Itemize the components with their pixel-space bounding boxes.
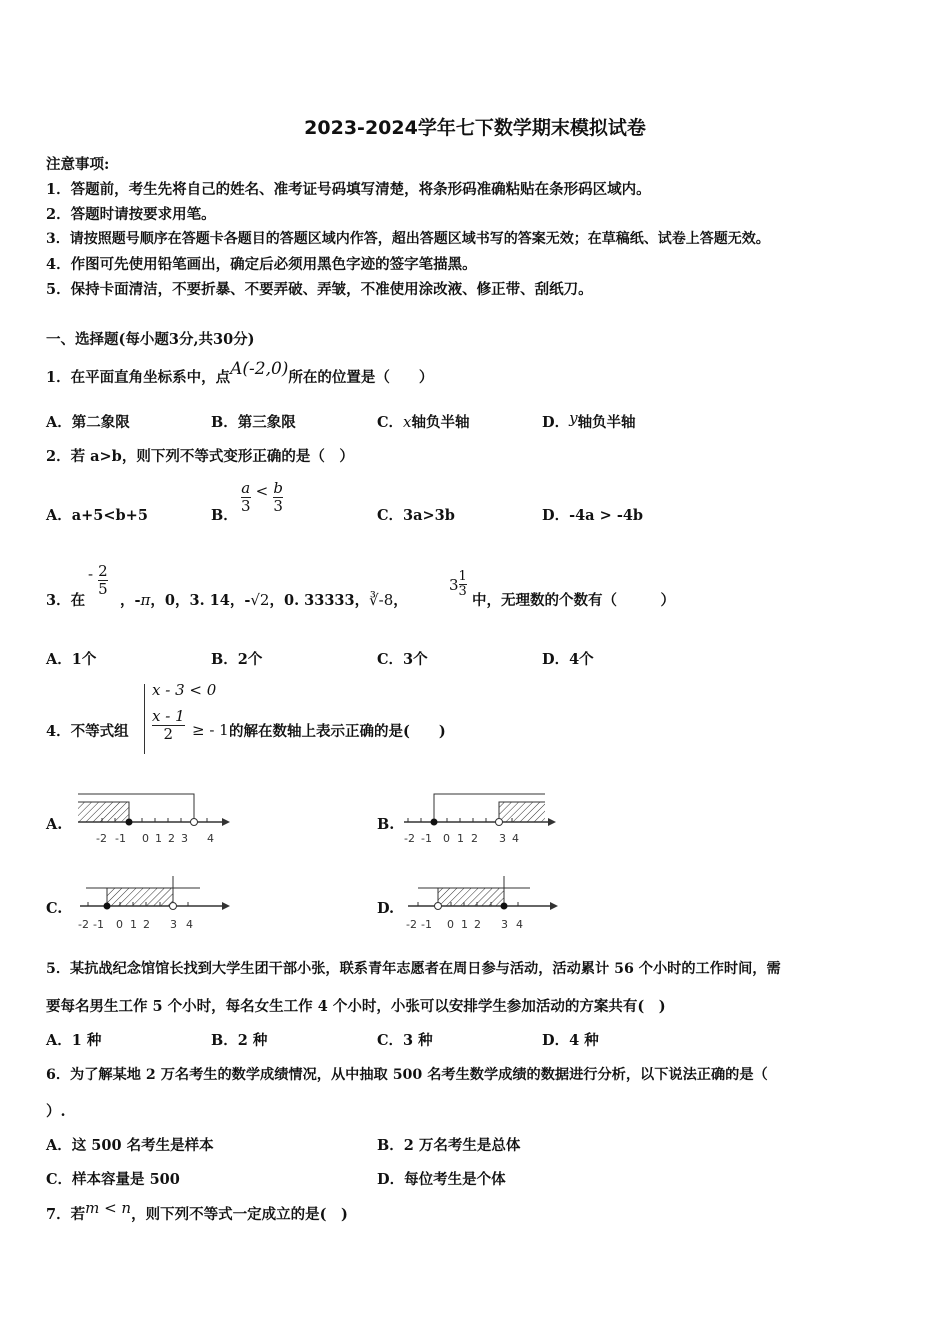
q3-fraction: - $\frac{2}{5}$: [88, 562, 108, 598]
notice-item: 3．请按照题号顺序在答题卡各题目的答题区域内作答，超出答题区域书写的答案无效；在草稿纸、试卷上答题无效。: [46, 231, 770, 247]
tick-label: 4: [512, 832, 519, 845]
tick-label: 1: [457, 832, 464, 845]
q4-option-c: C.: [46, 900, 63, 917]
tick-label: -1: [93, 918, 104, 931]
tick-label: 3: [499, 832, 506, 845]
q3-pre: 3．在: [46, 592, 86, 609]
tick-label: 2: [143, 918, 150, 931]
tick-label: -2: [406, 918, 417, 931]
q3-option-c: C．3个: [377, 651, 428, 668]
tick-label: 4: [207, 832, 214, 845]
q2-option-b-math: $\frac{a}{3}$ < $\frac{b}{3}$: [241, 479, 283, 515]
q3-option-d: D．4个: [542, 651, 594, 668]
q1-point: A(-2,0): [230, 359, 289, 379]
tick-label: 4: [516, 918, 523, 931]
tick-label: 0: [142, 832, 149, 845]
q4-system: x - 3 < 0 x - 1 2 ≥ - 1: [140, 680, 230, 760]
tick-label: 2: [168, 832, 175, 845]
q6-option-a: A．这 500 名考生是样本: [46, 1137, 214, 1154]
q5-option-b: B．2 种: [211, 1032, 268, 1049]
tick-label: 3: [501, 918, 508, 931]
tick-label: 2: [474, 918, 481, 931]
tick-label: -1: [115, 832, 126, 845]
q2-option-d: D．-4a > -4b: [542, 507, 644, 524]
tick-label: 1: [155, 832, 162, 845]
notice-item: 2．答题时请按要求用笔。: [46, 206, 216, 223]
tick-label: 3: [170, 918, 177, 931]
tick-label: -2: [404, 832, 415, 845]
q1-option-d: D．y轴负半轴: [542, 409, 636, 431]
q1-option-c: C．x轴负半轴: [377, 413, 470, 431]
q1-stem: [46, 359, 434, 387]
notice-item: 5．保持卡面清洁，不要折暴、不要弄破、弄皱，不准使用涂改液、修正带、刮纸刀。: [46, 281, 593, 298]
q5-option-a: A．1 种: [46, 1032, 102, 1049]
q3-mixed-number: 3 $\frac{1}{3}$: [449, 569, 467, 600]
q1-post: 所在的位置是（ ）: [288, 369, 434, 386]
q6-stem-line1: 6．为了解某地 2 万名考生的数学成绩情况，从中抽取 500 名考生数学成绩的数据进行分析，以下说法正确的是（: [46, 1067, 768, 1083]
q5-option-d: D．4 种: [542, 1032, 599, 1049]
notice-item: 4．作图可先使用铅笔画出，确定后必须用黑色字迹的签字笔描黑。: [46, 256, 477, 273]
q4-option-d: D.: [377, 900, 395, 917]
number-line-c: [76, 870, 236, 932]
number-line-b: [400, 786, 560, 848]
number-line-d: [404, 870, 564, 932]
section-heading: 一、选择题(每小题3分,共30分): [46, 331, 255, 348]
tick-label: -2: [96, 832, 107, 845]
q1-pre: 1．在平面直角坐标系中，点: [46, 369, 231, 386]
q3-option-a: A．1个: [46, 651, 97, 668]
notice-item: 1．答题前，考生先将自己的姓名、准考证号码填写清楚，将条形码准确粘贴在条形码区域内。: [46, 181, 651, 198]
tick-label: 0: [447, 918, 454, 931]
q2-stem: 2．若 a>b，则下列不等式变形正确的是（ ）: [46, 448, 354, 465]
tick-label: -1: [421, 918, 432, 931]
q4-pre: 4．不等式组: [46, 723, 129, 740]
q6-stem-line2: ）.: [46, 1103, 66, 1120]
q3-middle: ，-π，0，3. 14，-√2，0. 33333，∛-8，: [120, 591, 408, 609]
tick-label: 0: [443, 832, 450, 845]
q7-stem: 7．若m < n，则下列不等式一定成立的是( ): [46, 1199, 348, 1223]
q6-option-d: D．每位考生是个体: [377, 1171, 506, 1188]
q1-option-a: A．第二象限: [46, 414, 130, 431]
q4-option-a: A.: [46, 816, 63, 833]
tick-label: 1: [130, 918, 137, 931]
q6-option-c: C．样本容量是 500: [46, 1171, 180, 1188]
q5-stem-line1: 5．某抗战纪念馆馆长找到大学生团干部小张，联系青年志愿者在周日参与活动，活动累计 56 个小时的工作时间，需: [46, 961, 781, 977]
q2-option-c: C．3a>3b: [377, 507, 455, 524]
number-line-a: [72, 786, 232, 848]
tick-label: 2: [471, 832, 478, 845]
q5-stem-line2: 要每名男生工作 5 个小时，每名女生工作 4 个小时，小张可以安排学生参加活动的方案共有( ): [46, 998, 666, 1015]
tick-label: -1: [421, 832, 432, 845]
q1-option-b: B．第三象限: [211, 414, 296, 431]
tick-label: 3: [181, 832, 188, 845]
page-title: 2023-2024学年七下数学期末模拟试卷: [304, 117, 646, 139]
tick-label: -2: [78, 918, 89, 931]
q3-option-b: B．2个: [211, 651, 263, 668]
q3-post: 中，无理数的个数有（ ）: [472, 592, 675, 609]
tick-label: 0: [116, 918, 123, 931]
q4-option-b: B.: [377, 816, 395, 833]
q6-option-b: B．2 万名考生是总体: [377, 1137, 521, 1154]
q2-option-b-label: B．: [211, 507, 238, 524]
tick-label: 1: [461, 918, 468, 931]
q4-post: 的解在数轴上表示正确的是( ): [229, 723, 446, 740]
notice-heading: 注意事项:: [46, 156, 110, 173]
q2-option-a: A．a+5<b+5: [46, 507, 148, 524]
q5-option-c: C．3 种: [377, 1032, 433, 1049]
tick-label: 4: [186, 918, 193, 931]
